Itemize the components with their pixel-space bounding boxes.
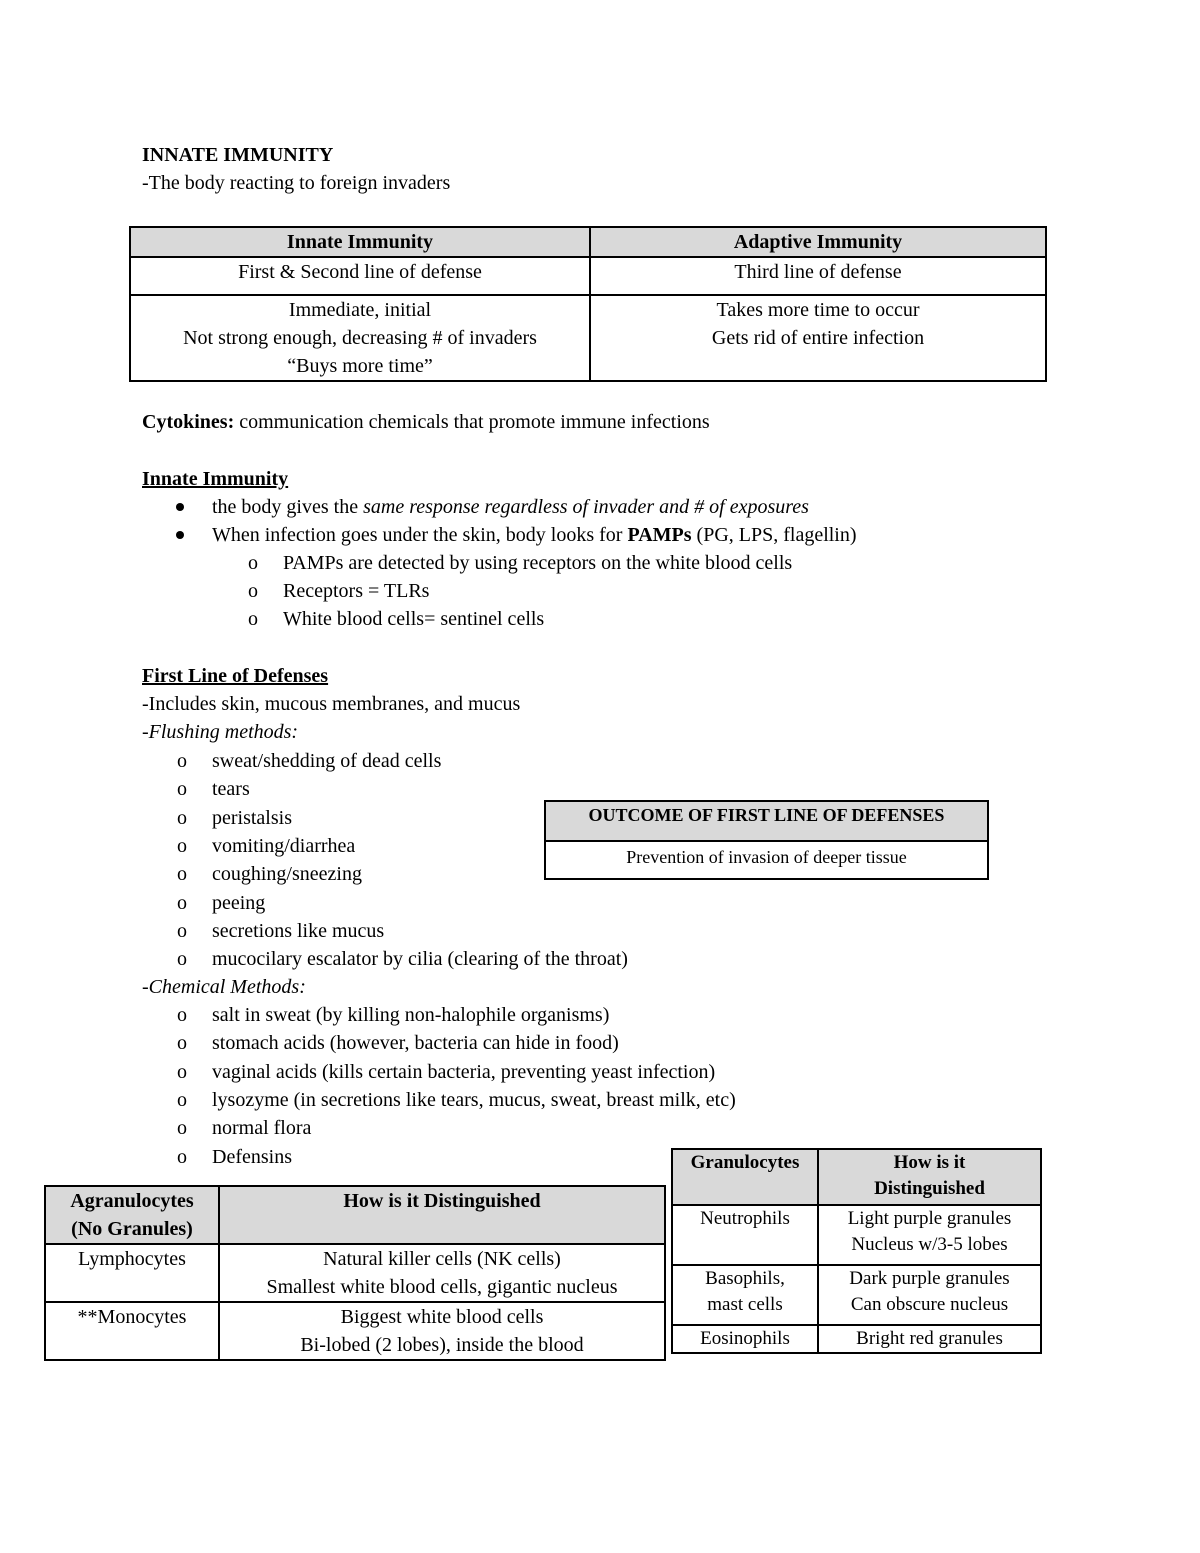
list-item: secretions like mucus — [212, 919, 385, 942]
header-line: Agranulocytes — [70, 1190, 194, 1212]
list-item: lysozyme (in secretions like tears, mucus, sweat, breast milk, etc) — [212, 1088, 736, 1111]
circle-bullet-icon: o — [177, 750, 187, 772]
table-cell: Bright red granules — [818, 1325, 1041, 1353]
circle-bullet-icon: o — [248, 552, 258, 574]
list-item: normal flora — [212, 1117, 312, 1140]
agranulocytes-table — [44, 1185, 666, 1361]
table-cell — [818, 1205, 1041, 1265]
table-cell: Neutrophils — [672, 1205, 818, 1265]
cell-line: Biggest white blood cells — [340, 1306, 544, 1328]
list-subitem: PAMPs are detected by using receptors on the white blood cells — [283, 552, 793, 574]
table-cell: Prevention of invasion of deeper tissue — [545, 841, 988, 879]
circle-bullet-icon: o — [248, 580, 258, 602]
circle-bullet-icon: o — [177, 806, 187, 829]
circle-bullet-icon: o — [177, 1060, 187, 1083]
header-line: How is it — [893, 1152, 966, 1173]
table-cell: Lymphocytes — [45, 1244, 219, 1302]
page-title: INNATE IMMUNITY — [142, 144, 334, 166]
table-cell — [219, 1302, 665, 1360]
list-subitem: White blood cells= sentinel cells — [283, 608, 545, 630]
header-line: Distinguished — [874, 1178, 985, 1199]
list-item: Defensins — [212, 1145, 292, 1168]
table-cell — [672, 1265, 818, 1325]
list-item: tears — [212, 778, 250, 801]
list-item: the body gives the same response regardless of invader and # of exposures — [212, 496, 809, 518]
first-line-includes: -Includes skin, mucous membranes, and mucus — [142, 693, 521, 715]
list-item: mucocilary escalator by cilia (clearing of the throat) — [212, 948, 628, 971]
circle-bullet-icon: o — [177, 1032, 187, 1055]
cell-line: Immediate, initial — [288, 299, 432, 321]
table-header — [818, 1149, 1041, 1205]
circle-bullet-icon: o — [177, 863, 187, 886]
bullet-icon — [176, 503, 184, 511]
innate-vs-adaptive-table — [129, 226, 1047, 382]
page-subtitle: -The body reacting to foreign invaders — [142, 172, 451, 194]
circle-bullet-icon: o — [177, 778, 187, 801]
cell-line: Dark purple granules — [849, 1268, 1010, 1289]
table-cell: Eosinophils — [672, 1325, 818, 1353]
list-item: When infection goes under the skin, body looks for PAMPs (PG, LPS, flagellin) — [212, 524, 857, 546]
cytokines-definition — [142, 408, 710, 436]
cell-line: Nucleus w/3-5 lobes — [851, 1234, 1008, 1255]
table-header: Adaptive Immunity — [590, 227, 1046, 257]
cell-line: Basophils, — [705, 1268, 785, 1289]
table-header: OUTCOME OF FIRST LINE OF DEFENSES — [545, 801, 988, 841]
list-item: coughing/sneezing — [212, 863, 362, 886]
circle-bullet-icon: o — [177, 948, 187, 971]
table-cell — [130, 295, 590, 381]
first-line-heading: First Line of Defenses — [142, 665, 329, 687]
cell-line: Not strong enough, decreasing # of invaders — [183, 327, 537, 349]
table-header — [45, 1186, 219, 1244]
table-cell — [590, 295, 1046, 381]
table-cell — [818, 1265, 1041, 1325]
list-item: salt in sweat (by killing non-halophile organisms) — [212, 1004, 610, 1026]
circle-bullet-icon: o — [177, 834, 187, 857]
table-cell — [219, 1244, 665, 1302]
cell-line: Light purple granules — [847, 1208, 1012, 1229]
list-item: sweat/shedding of dead cells — [212, 750, 442, 772]
list-subitem: Receptors = TLRs — [283, 580, 430, 602]
bullet-icon — [176, 531, 184, 539]
table-cell: **Monocytes — [45, 1302, 219, 1360]
header-line: (No Granules) — [71, 1218, 193, 1240]
list-item: peeing — [212, 891, 266, 914]
chemical-label: -Chemical Methods: — [142, 976, 306, 998]
table-header: Innate Immunity — [130, 227, 590, 257]
cell-line: Natural killer cells (NK cells) — [323, 1248, 561, 1270]
table-header: Granulocytes — [672, 1149, 818, 1205]
cell-line: Takes more time to occur — [716, 299, 920, 321]
table-header: How is it Distinguished — [219, 1186, 665, 1244]
cytokines-text: communication chemicals that promote immune infections — [234, 411, 710, 433]
list-item: vaginal acids (kills certain bacteria, preventing yeast infection) — [212, 1060, 716, 1083]
innate-heading: Innate Immunity — [142, 468, 289, 490]
list-item: peristalsis — [212, 806, 292, 829]
cell-line: Can obscure nucleus — [850, 1294, 1009, 1315]
cell-line: “Buys more time” — [287, 355, 433, 377]
table-cell: First & Second line of defense — [130, 257, 590, 295]
table-cell: Third line of defense — [590, 257, 1046, 295]
circle-bullet-icon: o — [177, 919, 187, 942]
granulocytes-table — [671, 1148, 1042, 1354]
circle-bullet-icon: o — [177, 1117, 187, 1140]
circle-bullet-icon: o — [177, 1145, 187, 1168]
circle-bullet-icon: o — [177, 891, 187, 914]
flushing-label: -Flushing methods: — [142, 721, 299, 743]
circle-bullet-icon: o — [177, 1004, 187, 1026]
circle-bullet-icon: o — [248, 608, 258, 630]
cytokines-term: Cytokines: — [142, 411, 235, 433]
cell-line: Smallest white blood cells, gigantic nucleus — [266, 1276, 618, 1298]
circle-bullet-icon: o — [177, 1088, 187, 1111]
cell-line: Gets rid of entire infection — [711, 327, 925, 349]
cell-line: mast cells — [707, 1294, 783, 1315]
list-item: stomach acids (however, bacteria can hide in food) — [212, 1032, 619, 1055]
list-item: vomiting/diarrhea — [212, 834, 356, 857]
cell-line: Bi-lobed (2 lobes), inside the blood — [300, 1334, 584, 1356]
outcome-table — [544, 800, 989, 880]
